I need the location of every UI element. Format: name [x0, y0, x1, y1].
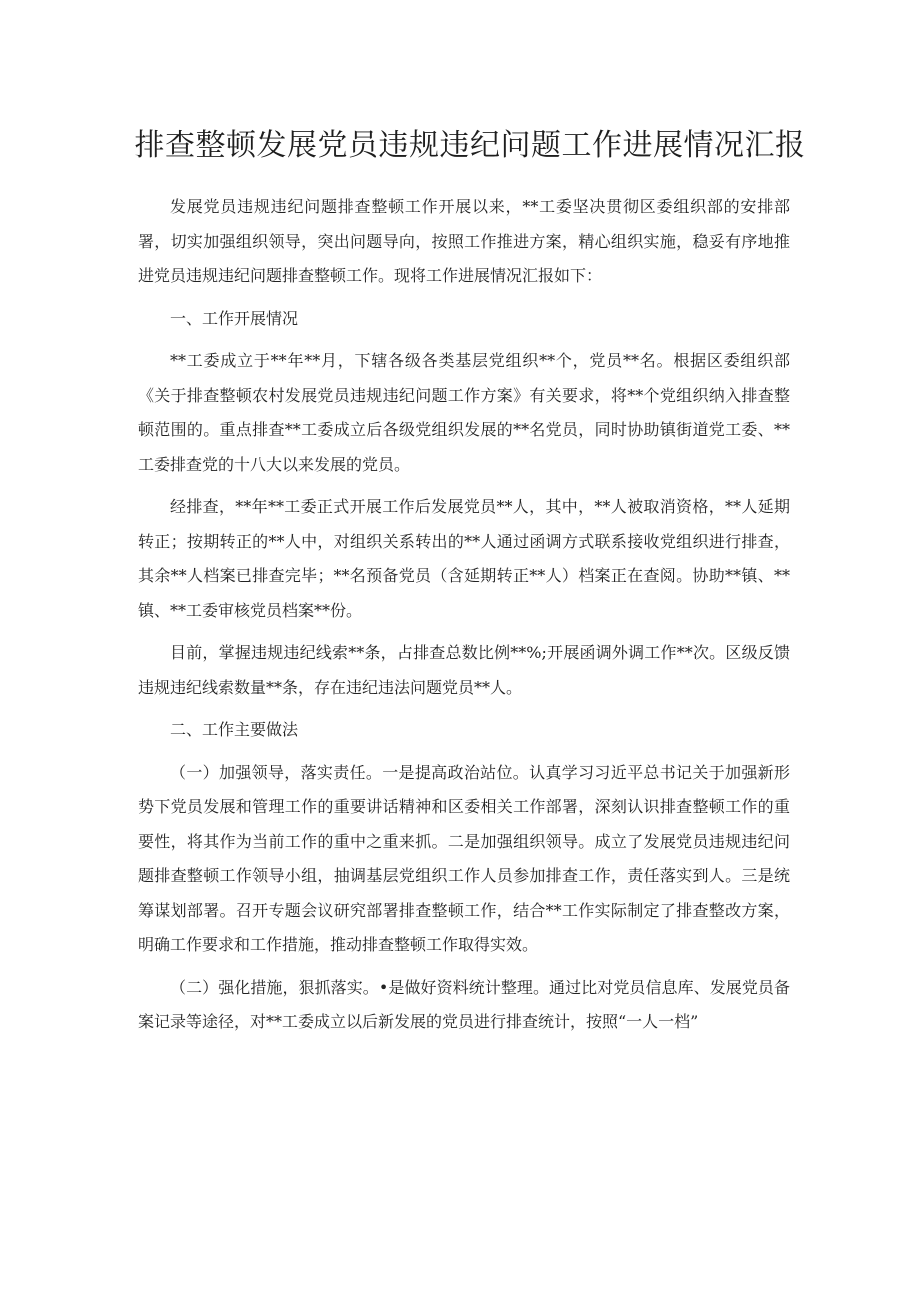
body-paragraph: （一）加强领导，落实责任。一是提高政治站位。认真学习习近平总书记关于加强新形势下党员发展和管理工作的重要讲话精神和区委相关工作部署，深刻认识排查整顿工作的重要性，将其作为当前工作的重中之重来抓。二是加强组织领导。成立了发展党员违规违纪问题排查整顿工作领导小组，抽调基层党组织工作人员参加排查工作，责任落实到人。三是统筹谋划部署。召开专题会议研究部署排查整顿工作，结合**工作实际制定了排查整改方案，明确工作要求和工作措施，推动排查整顿工作取得实效。 — [138, 762, 790, 954]
intro-paragraph: 发展党员违规违纪问题排查整顿工作开展以来，**工委坚决贯彻区委组织部的安排部署，切实加强组织领导，突出问题导向，按照工作推进方案，精心组织实施，稳妥有序地推进党员违规违纪问题排查整顿工作。现将工作进展情况汇报如下： — [138, 197, 790, 285]
body-paragraph: （二）强化措施，狠抓落实。•是做好资料统计整理。通过比对党员信息库、发展党员备案记录等途径，对**工委成立以后新发展的党员进行排查统计，按照“一人一档” — [138, 977, 790, 1031]
body-paragraph: **工委成立于**年**月，下辖各级各类基层党组织**个，党员**名。根据区委组织部《关于排查整顿农村发展党员违规违纪问题工作方案》有关要求，将**个党组织纳入排查整顿范围的。重点排查**工委成立后各级党组织发展的**名党员，同时协助镇街道党工委、**工委排查党的十八大以来发展的党员。 — [138, 351, 790, 474]
document-title: 排查整顿发展党员违规违纪问题工作进展情况汇报 — [134, 128, 806, 163]
body-paragraph: 目前，掌握违规违纪线索**条，占排查总数比例**%;开展函调外调工作**次。区级反馈违规违纪线索数量**条，存在违纪违法问题党员**人。 — [138, 643, 790, 697]
document-body — [138, 190, 790, 1048]
section-heading-2: 二、工作主要做法 — [170, 720, 299, 739]
section-heading-1: 一、工作开展情况 — [170, 308, 299, 328]
body-paragraph: 经排查，**年**工委正式开展工作后发展党员**人，其中，**人被取消资格，**人延期转正；按期转正的**人中，对组织关系转出的**人通过函调方式联系接收党组织进行排查，其余**人档案已排查完毕；**名预备党员（含延期转正**人）档案正在查阅。协助**镇、**镇、**工委审核党员档案**份。 — [138, 497, 790, 620]
